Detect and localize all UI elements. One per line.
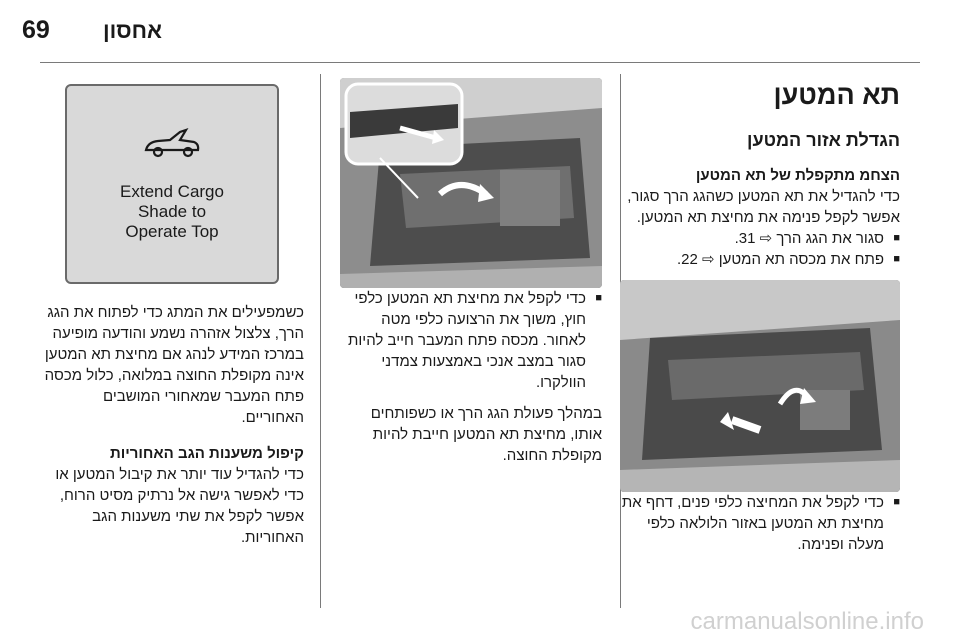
page-number: 69 — [22, 16, 50, 44]
note-paragraph: במהלך פעולת הגג הרך או כשפותחים אותו, מחיצת תא המטען חייבת להיות מקופלת החוצה. — [370, 405, 602, 464]
procedure-title: הצחמ מתקפלת של תא המטען — [695, 167, 900, 184]
intro-paragraph: כדי להגדיל את תא המטען כשהגג הרך סגור, אפשר לקפל פנימה את מחיצת תא המטען. — [627, 188, 900, 226]
trunk-photo-pull — [340, 78, 602, 288]
warning-label-panel — [65, 84, 279, 284]
step-item: ■ פתח את מכסה תא המטען ⇨ 22. — [620, 249, 900, 270]
middle-column — [340, 78, 602, 466]
trunk-illustration — [620, 280, 900, 492]
photo-step-list — [620, 492, 900, 555]
step-list — [620, 228, 900, 270]
label-text: Extend Cargo Shade to Operate Top — [120, 182, 224, 241]
right-column — [620, 78, 900, 555]
trunk-photo-push — [620, 280, 900, 492]
trunk-illustration — [340, 78, 602, 288]
header-rule — [40, 62, 920, 63]
left-column — [40, 78, 304, 548]
section-title: תא המטען — [773, 80, 900, 110]
body-paragraph: כדי להגדיל עוד יותר את קיבול המטען או כדי לאפשר גישה אל נרתיק מסיט הרוח, אפשר לקפל את שתי משענות הגב האחוריות. — [55, 466, 304, 546]
step-item: ■ סגור את הגג הרך ⇨ 31. — [620, 228, 900, 249]
chapter-title: אחסון — [102, 18, 162, 43]
column-divider-left — [320, 74, 321, 608]
subsection-title: קיפול משענות הגב האחוריות — [109, 445, 304, 462]
middle-step-list — [340, 288, 602, 393]
step-item: ■ כדי לקפל את מחיצת תא המטען כלפי חוץ, משוך את הרצועה כלפי מטה לאחור. מכסה פתח המעבר חייב להיות סגור במצב אנכי באמצעות צמדני הוולקרו. — [340, 288, 602, 393]
warning-paragraph: כשמפעילים את המתג כדי לפתוח את הגג הרך, צלצול אזהרה נשמע והודעה מופיעה במרכז המידע לנהג אם מחיצת תא המטען אינה מקופלת החוצה במלואה, כלול מכסה פתח המעבר שמאחורי המושבים האחוריים. — [44, 304, 304, 426]
step-item: ■ כדי לקפל את המחיצה כלפי פנים, דחף את מחיצת תא המטען באזור הלולאה כלפי מעלה ופנימה. — [620, 492, 900, 555]
subsection-title: הגדלת אזור המטען — [747, 130, 900, 150]
watermark: carmanualsonline.info — [690, 608, 924, 635]
convertible-car-icon — [142, 124, 202, 164]
